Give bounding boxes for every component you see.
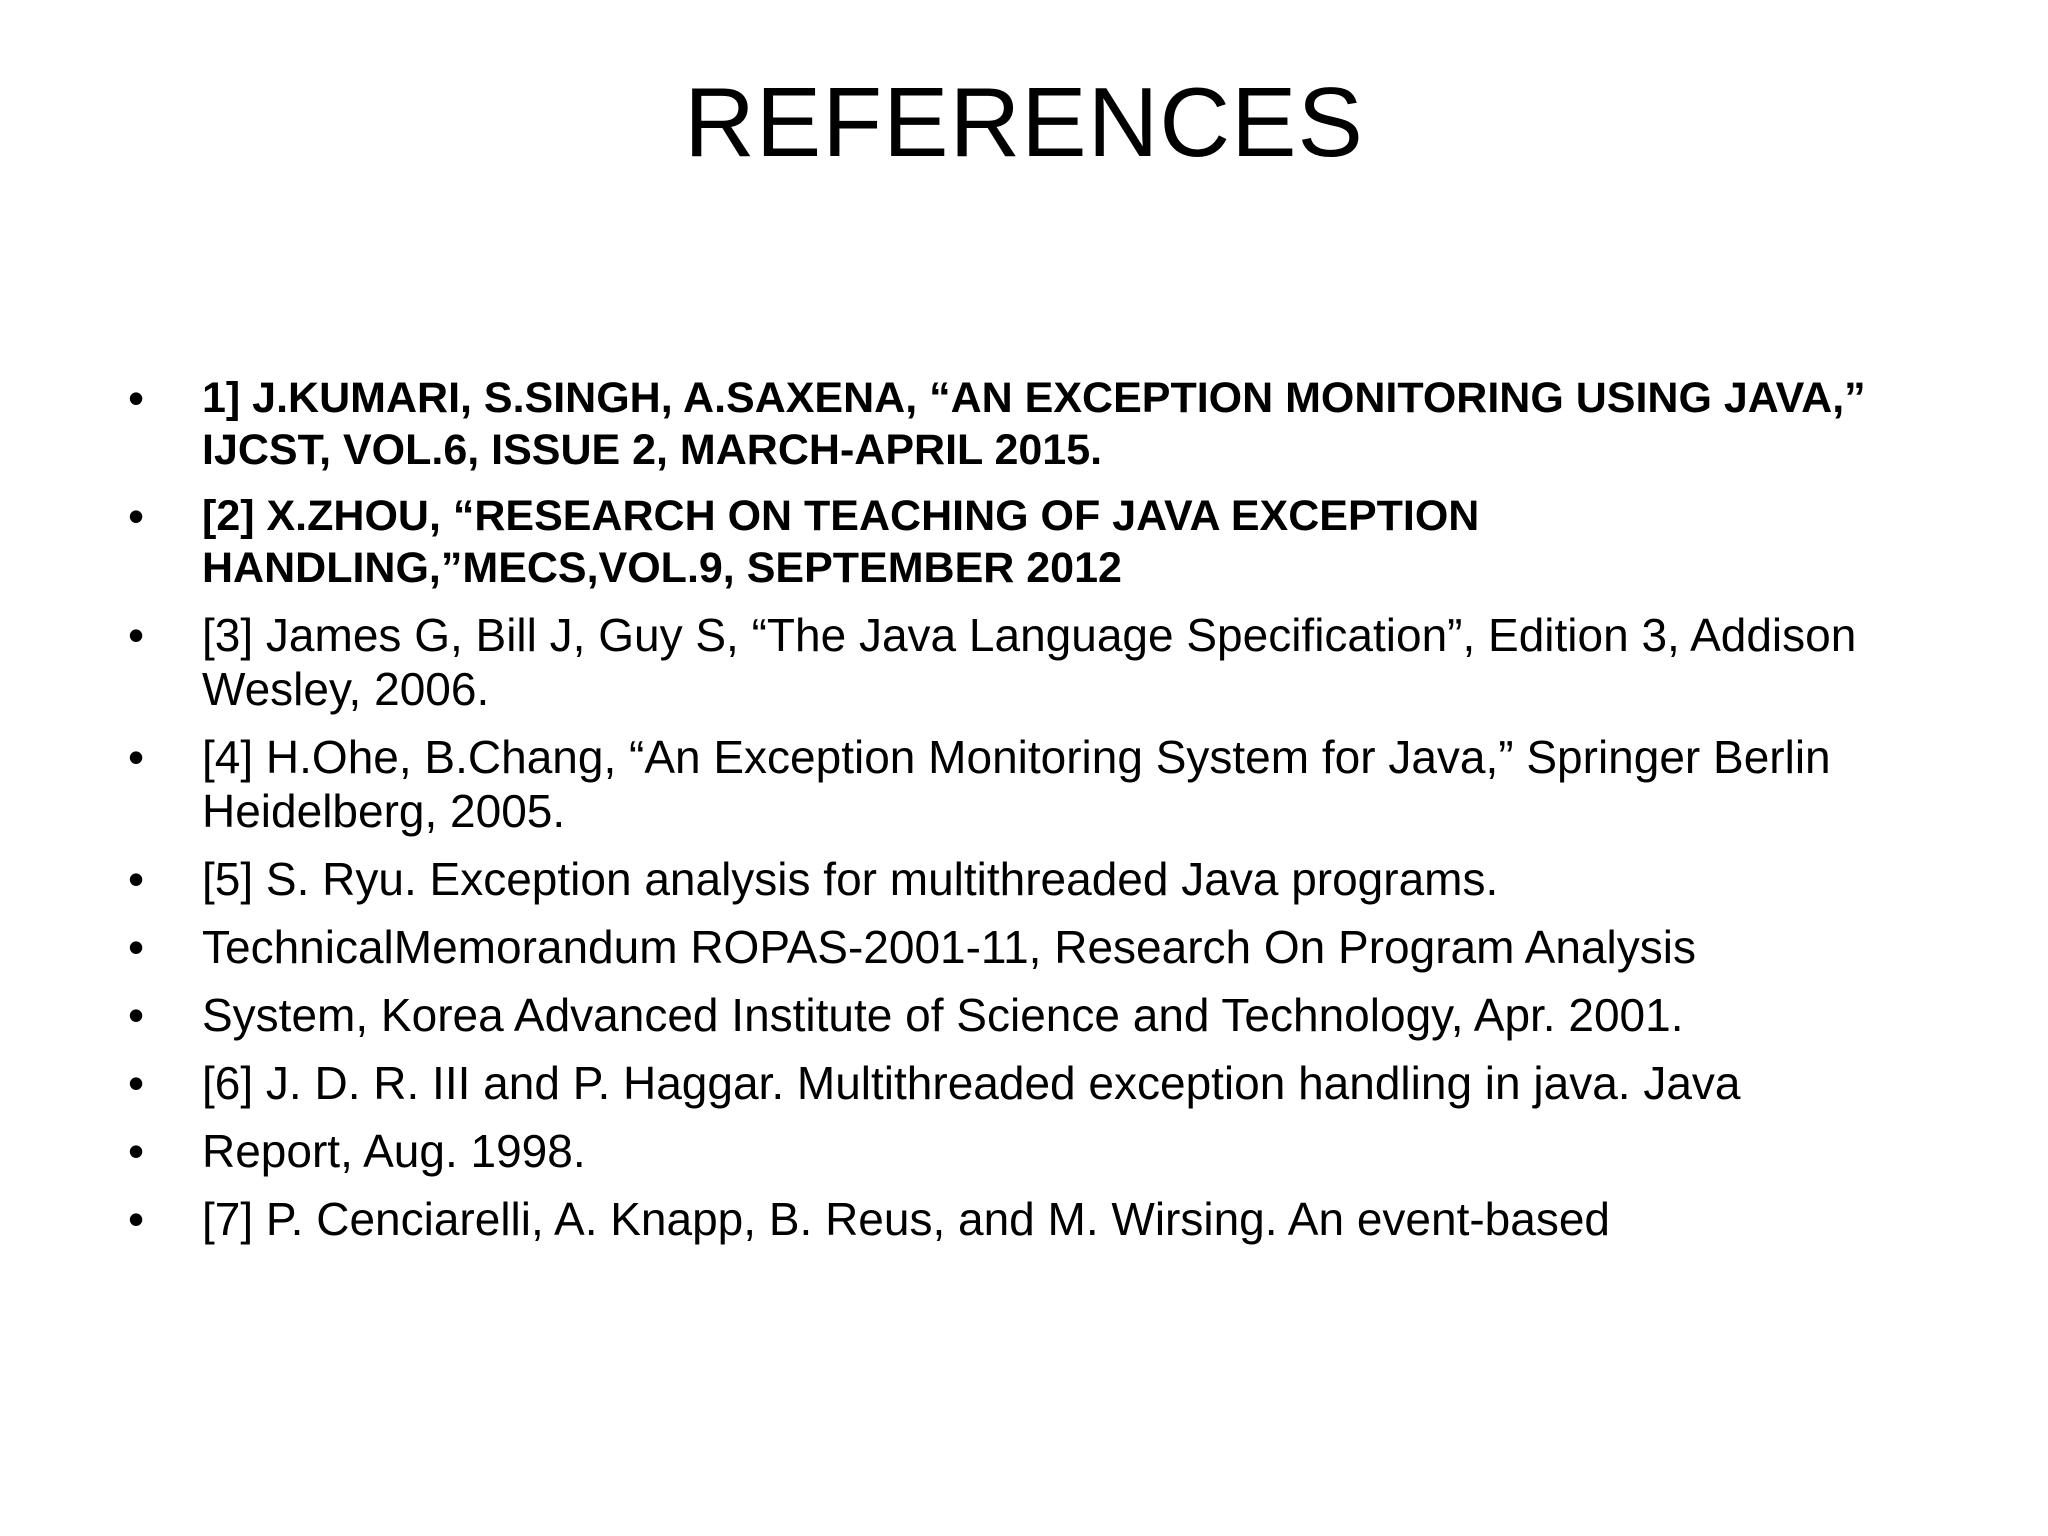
reference-item-7 [122,988,1952,1042]
bullet-icon: • [128,1125,145,1177]
bullet-icon: • [128,921,145,973]
reference-item-4 [122,730,1952,838]
reference-text: [7] P. Cenciarelli, A. Knapp, B. Reus, and M. Wirsing. An event-based [202,1193,1611,1245]
reference-item-3 [122,608,1952,716]
reference-text: [6] J. D. R. III and P. Haggar. Multithreaded exception handling in java. Java [202,1057,1741,1109]
reference-text: [3] James G, Bill J, Guy S, “The Java Language Specification”, Edition 3, Addison Wesley, 2006. [202,609,1857,715]
reference-item-5 [122,852,1952,906]
reference-text: [4] H.Ohe, B.Chang, “An Exception Monitoring System for Java,” Springer Berlin Heidelberg, 2005. [202,731,1831,837]
slide-title: REFERENCES [684,67,1364,177]
reference-text: 1] J.KUMARI, S.SINGH, A.SAXENA, “AN EXCEPTION MONITORING USING JAVA,” IJCST, VOL.6, ISSUE 2, MARCH-APRIL 2015. [202,374,1866,474]
bullet-icon: • [128,731,145,783]
bullet-icon: • [128,372,145,424]
reference-text: Report, Aug. 1998. [202,1125,586,1177]
references-list [122,372,1952,1260]
reference-text: [5] S. Ryu. Exception analysis for multithreaded Java programs. [202,853,1499,905]
reference-text: [2] X.ZHOU, “RESEARCH ON TEACHING OF JAVA EXCEPTION HANDLING,”MECS,VOL.9, SEPTEMBER 2012 [202,492,1480,592]
reference-item-9 [122,1124,1952,1178]
reference-item-6 [122,920,1952,974]
reference-item-2 [122,490,1952,594]
reference-text: System, Korea Advanced Institute of Science and Technology, Apr. 2001. [202,989,1684,1041]
bullet-icon: • [128,1057,145,1109]
reference-text: TechnicalMemorandum ROPAS-2001-11, Research On Program Analysis [202,921,1696,973]
bullet-icon: • [128,609,145,661]
bullet-icon: • [128,853,145,905]
reference-item-1 [122,372,1952,476]
reference-item-10 [122,1192,1952,1246]
reference-item-8 [122,1056,1952,1110]
bullet-icon: • [128,490,145,542]
bullet-icon: • [128,1193,145,1245]
bullet-icon: • [128,989,145,1041]
